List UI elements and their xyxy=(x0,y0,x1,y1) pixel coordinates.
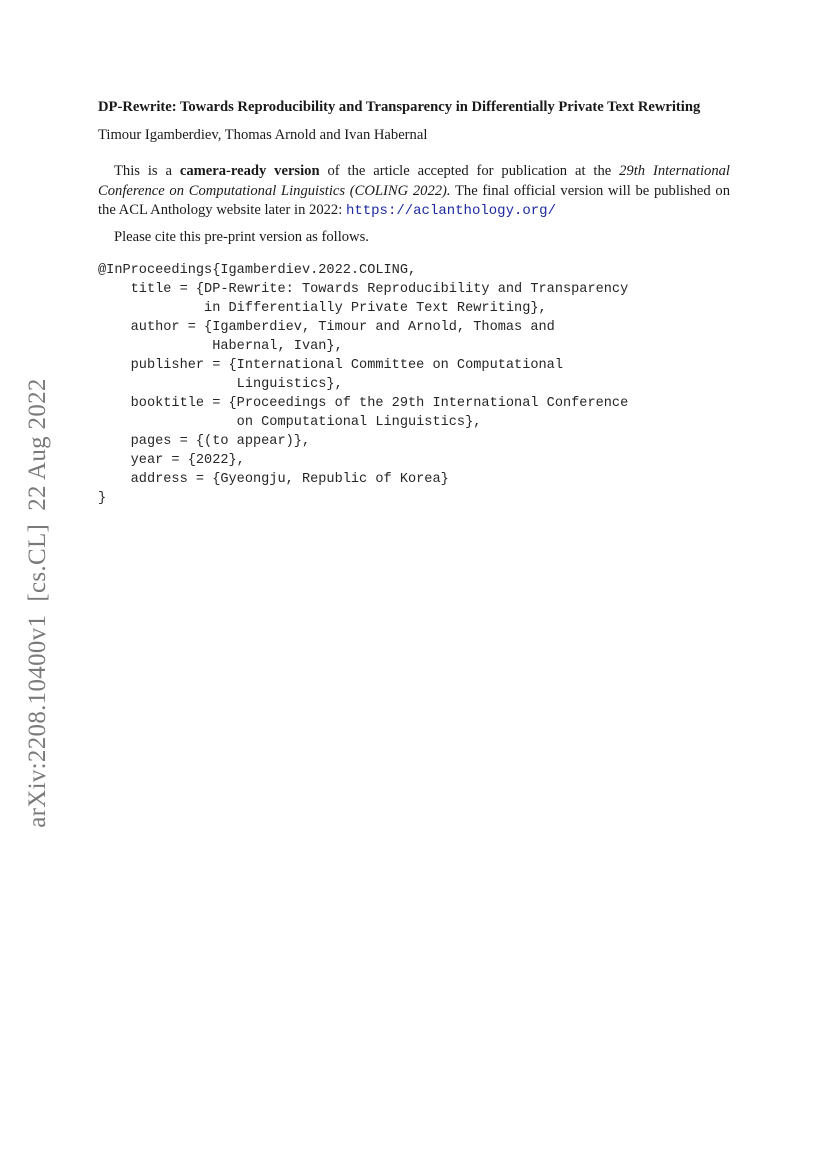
bibtex-line: @InProceedings{Igamberdiev.2022.COLING, xyxy=(98,263,417,278)
camera-ready-notice xyxy=(98,162,730,222)
notice-line-2 xyxy=(98,182,730,202)
author-list: Timour Igamberdiev, Thomas Arnold and Ivan Habernal xyxy=(98,127,428,143)
notice-line-3 xyxy=(98,201,730,222)
bibtex-line: pages = {(to appear)}, xyxy=(98,434,311,449)
camera-ready-emphasis: camera-ready version xyxy=(179,163,320,179)
bibtex-line: in Differentially Private Text Rewriting}, xyxy=(98,301,547,316)
notice-text: the ACL Anthology website later in 2022: xyxy=(98,202,346,218)
notice-line-1 xyxy=(98,162,730,182)
bibtex-line: author = {Igamberdiev, Timour and Arnold, Thomas and xyxy=(98,320,555,335)
citation-instruction: Please cite this pre-print version as follows. xyxy=(114,229,369,245)
bibtex-line: publisher = {International Committee on Computational xyxy=(98,358,563,373)
bibtex-line: } xyxy=(98,491,107,506)
conference-name: Conference on Computational Linguistics (COLING 2022). xyxy=(98,182,451,199)
bibtex-line: title = {DP-Rewrite: Towards Reproducibility and Transparency xyxy=(98,282,629,297)
bibtex-entry xyxy=(98,261,628,508)
conference-name: 29th International xyxy=(619,163,730,179)
notice-text: The final official version will be published on xyxy=(450,182,730,199)
arxiv-identifier-stamp: arXiv:2208.10400v1 [cs.CL] 22 Aug 2022 xyxy=(24,378,51,828)
bibtex-line: year = {2022}, xyxy=(98,453,245,468)
notice-text: This is a xyxy=(114,163,180,179)
bibtex-line: booktitle = {Proceedings of the 29th International Conference xyxy=(98,396,629,411)
notice-text: of the article accepted for publication at the xyxy=(319,163,620,179)
bibtex-line: address = {Gyeongju, Republic of Korea} xyxy=(98,472,449,487)
paper-title: DP-Rewrite: Towards Reproducibility and Transparency in Differentially Private Text Rewriting xyxy=(98,99,701,115)
bibtex-line: Linguistics}, xyxy=(98,377,343,392)
anthology-url-link[interactable]: https://aclanthology.org/ xyxy=(345,203,556,219)
bibtex-line: Habernal, Ivan}, xyxy=(98,339,343,354)
bibtex-line: on Computational Linguistics}, xyxy=(98,415,482,430)
